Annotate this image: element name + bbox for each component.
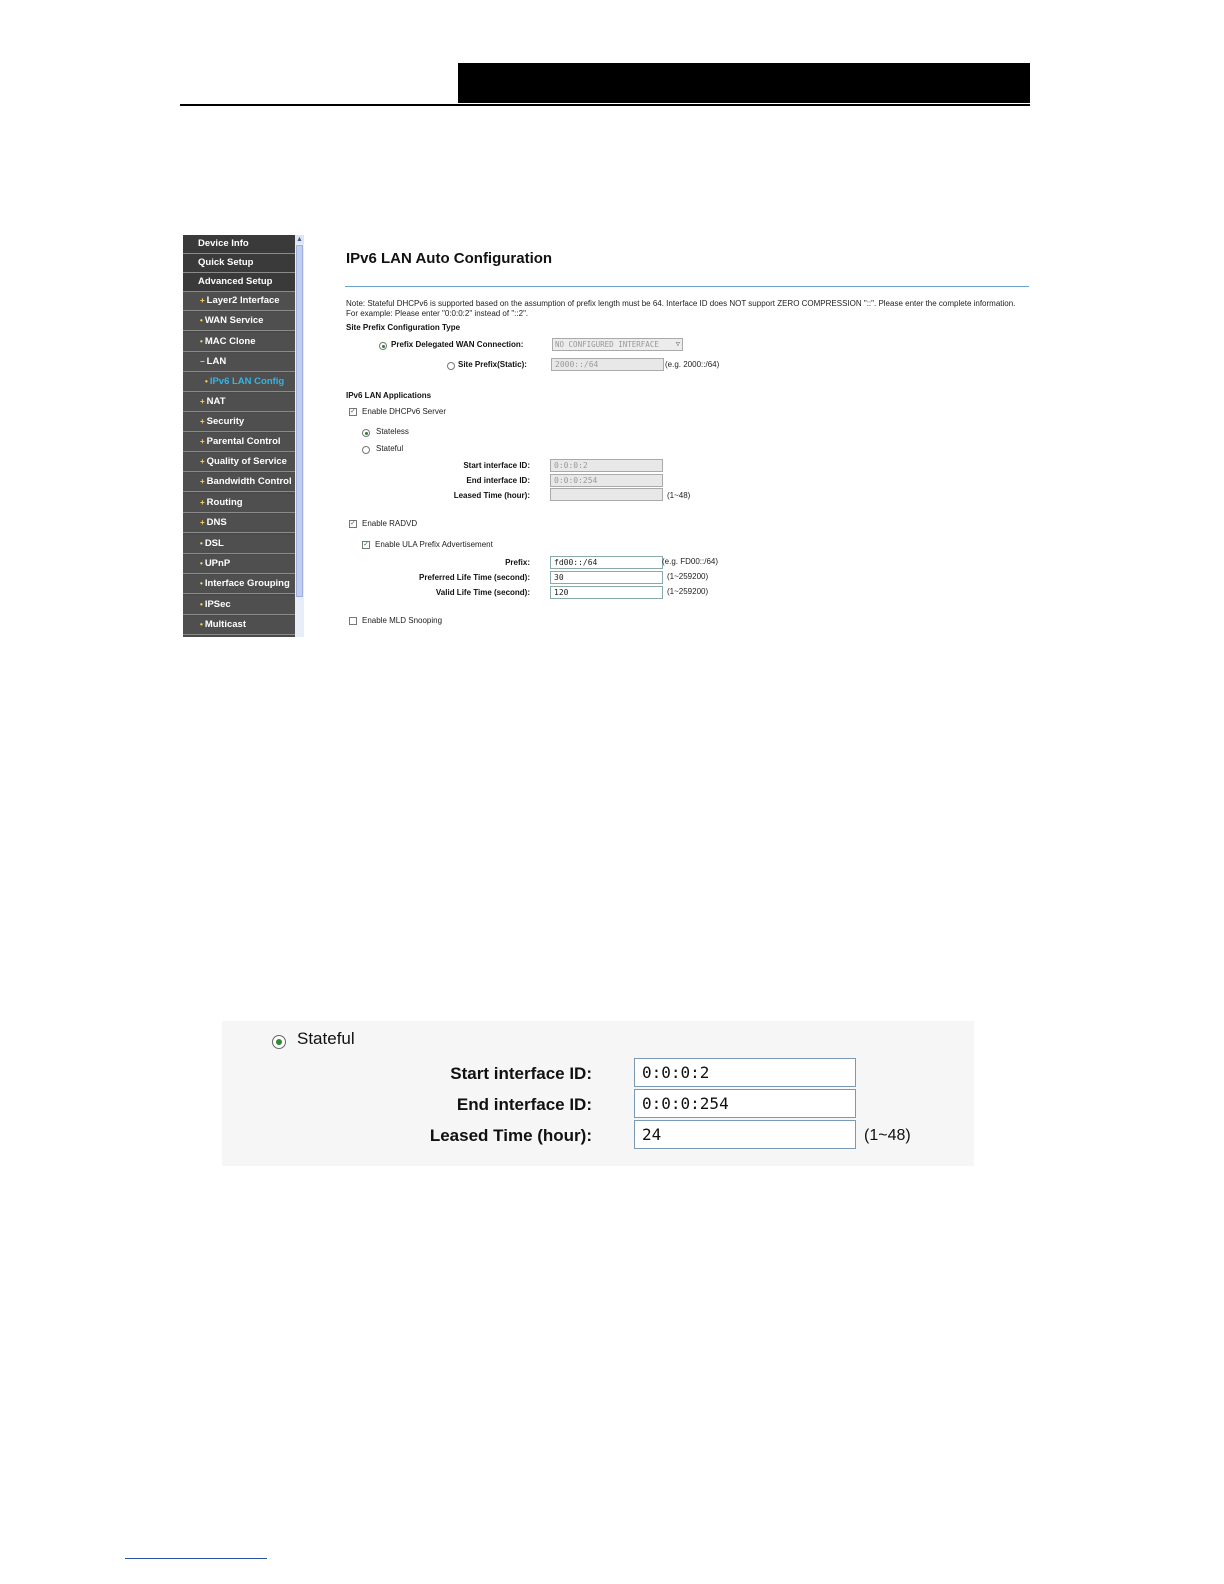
sidebar-item-label: WAN Service [204,315,264,326]
check-icon: ✓ [363,541,369,548]
sidebar-item-label: IPv6 LAN Config [209,376,285,387]
plus-bullet-icon: + [200,417,205,426]
scroll-up-arrow-icon[interactable]: ▲ [296,236,303,243]
enable-ula-checkbox[interactable] [362,541,370,549]
sidebar-item-bandwidth-control[interactable] [183,473,295,492]
sidebar-item-parental-control[interactable] [183,433,295,452]
preferred-life-time-hint: (1~259200) [667,572,709,581]
site-prefix-static-radio[interactable] [447,362,455,370]
footer-link-underline [125,1558,267,1559]
valid-life-time-label: Valid Life Time (second): [435,588,530,597]
dot-bullet-icon: • [205,377,208,386]
sidebar-item-label: Routing [206,497,243,508]
leased-time-hint: (1~48) [667,491,691,500]
sidebar-item-label: Quick Setup [198,257,254,268]
sidebar-item-label: Device Info [198,238,249,249]
dot-bullet-icon: • [200,559,203,568]
stateful-label: Stateful [376,444,404,453]
enable-mld-snooping-checkbox[interactable] [349,617,357,625]
dot-bullet-icon: • [200,539,203,548]
dot-bullet-icon: • [200,316,203,325]
leased-time-label: Leased Time (hour): [429,1126,592,1145]
leased-time-input[interactable] [550,488,663,501]
sidebar-item-interface-grouping[interactable] [183,575,295,594]
check-icon: ✓ [350,408,356,415]
wan-connection-select-value: NO CONFIGURED INTERFACE [555,340,659,349]
preferred-life-time-label: Preferred Life Time (second): [419,573,530,582]
sidebar-item-ipsec[interactable] [183,596,295,615]
end-interface-id-input[interactable]: 0:0:0:254 [634,1089,856,1118]
site-prefix-static-hint: (e.g. 2000::/64) [665,360,720,369]
plus-bullet-icon: + [200,437,205,446]
valid-life-time-input[interactable]: 120 [550,586,663,599]
enable-radvd-label: Enable RADVD [362,519,418,528]
ipv6-lan-config-screenshot [183,235,1030,637]
check-icon: ✓ [350,520,356,527]
end-interface-id-label: End interface ID: [466,476,530,485]
plus-bullet-icon: + [200,518,205,527]
sidebar-item-label: Interface Grouping [204,578,290,589]
end-interface-id-label: End interface ID: [456,1095,592,1114]
enable-ula-label: Enable ULA Prefix Advertisement [375,540,493,549]
sidebar-item-label: Quality of Service [206,456,287,467]
stateless-radio[interactable] [362,429,370,437]
start-interface-id-label: Start interface ID: [463,461,530,470]
sidebar-item-upnp[interactable] [183,555,295,574]
site-prefix-static-label: Site Prefix(Static): [458,360,527,369]
plus-bullet-icon: + [200,498,205,507]
prefix-delegated-label: Prefix Delegated WAN Connection: [391,340,524,349]
sidebar-item-security[interactable] [183,413,295,432]
leased-time-label: Leased Time (hour): [453,491,530,500]
sidebar-item-label: Layer2 Interface [206,295,280,306]
title-divider [345,286,1029,287]
sidebar-item-routing[interactable] [183,494,295,513]
enable-dhcpv6-checkbox[interactable] [349,408,357,416]
prefix-hint: (e.g. FD00::/64) [662,557,719,566]
sidebar-item-device-info[interactable] [183,235,295,254]
sidebar-item-label: DSL [204,538,224,549]
start-interface-id-input[interactable]: 0:0:0:2 [634,1058,856,1087]
prefix-label: Prefix: [505,558,530,567]
start-interface-id-input[interactable]: 0:0:0:2 [550,459,663,472]
sidebar-item-dns[interactable] [183,514,295,533]
sidebar-item-multicast[interactable] [183,616,295,635]
site-prefix-static-input[interactable]: 2000::/64 [551,358,664,371]
leased-time-input[interactable]: 24 [634,1120,856,1149]
sidebar-item-label: DNS [206,517,227,528]
sidebar-item-ipv6-lan-config[interactable] [183,373,295,392]
sidebar-item-wan-service[interactable] [183,312,295,331]
ipv6-lan-applications-heading: IPv6 LAN Applications [346,391,432,400]
dot-bullet-icon: • [200,600,203,609]
enable-mld-snooping-label: Enable MLD Snooping [362,616,443,625]
stateful-label: Stateful [297,1029,355,1048]
main-content [304,235,1030,637]
sidebar-item-label: LAN [206,356,227,367]
plus-bullet-icon: + [200,296,205,305]
chevron-down-icon: ▽ [675,340,680,348]
wan-connection-select[interactable] [552,338,683,351]
note-text-line2: For example: Please enter "0:0:0:2" instead of "::2". [346,309,529,318]
dot-bullet-icon: • [200,579,203,588]
sidebar-item-label: UPnP [204,558,231,569]
stateful-zoom-screenshot [222,1021,974,1166]
page-title: IPv6 LAN Auto Configuration [346,250,553,267]
dot-bullet-icon: • [200,620,203,629]
valid-life-time-hint: (1~259200) [667,587,709,596]
leased-time-hint: (1~48) [864,1127,911,1144]
minus-bullet-icon: − [200,357,205,366]
enable-dhcpv6-label: Enable DHCPv6 Server [362,407,447,416]
sidebar-item-advanced-setup[interactable] [183,273,295,292]
sidebar-scrollbar[interactable] [295,235,304,637]
preferred-life-time-input[interactable]: 30 [550,571,663,584]
sidebar-item-mac-clone[interactable] [183,333,295,352]
prefix-input[interactable]: fd00::/64 [550,556,663,569]
scrollbar-thumb[interactable] [296,245,303,597]
site-prefix-heading: Site Prefix Configuration Type [346,323,461,332]
sidebar-item-lan[interactable] [183,353,295,372]
sidebar-menu [183,235,295,637]
enable-radvd-checkbox[interactable] [349,520,357,528]
sidebar-item-dsl[interactable] [183,535,295,554]
start-interface-id-label: Start interface ID: [450,1064,592,1083]
sidebar-item-label: NAT [206,396,226,407]
sidebar-item-label: Security [206,416,245,427]
sidebar-item-label: MAC Clone [204,336,256,347]
document-header-bar [458,63,1030,103]
dot-bullet-icon: • [200,337,203,346]
sidebar-item-nat[interactable] [183,393,295,412]
prefix-delegated-radio[interactable] [379,342,387,350]
sidebar-item-label: Parental Control [206,436,281,447]
sidebar-item-layer2-interface[interactable] [183,292,295,311]
sidebar-item-label: Advanced Setup [198,276,273,287]
plus-bullet-icon: + [200,457,205,466]
stateful-radio[interactable] [272,1035,286,1049]
stateless-label: Stateless [376,427,409,436]
sidebar-item-label: Multicast [204,619,246,630]
end-interface-id-input[interactable]: 0:0:0:254 [550,474,663,487]
sidebar-item-label: IPSec [204,599,231,610]
document-header-rule [180,104,1030,106]
note-text-line1: Note: Stateful DHCPv6 is supported based on the assumption of prefix length must be 64. Interface ID does NOT support ZERO COMPRESSION "::". Please enter the complete information. [346,299,1016,308]
sidebar-item-quality-of-service[interactable] [183,453,295,472]
stateful-radio[interactable] [362,446,370,454]
sidebar-item-quick-setup[interactable] [183,254,295,273]
plus-bullet-icon: + [200,397,205,406]
sidebar-item-label: Bandwidth Control [206,476,292,487]
plus-bullet-icon: + [200,477,205,486]
